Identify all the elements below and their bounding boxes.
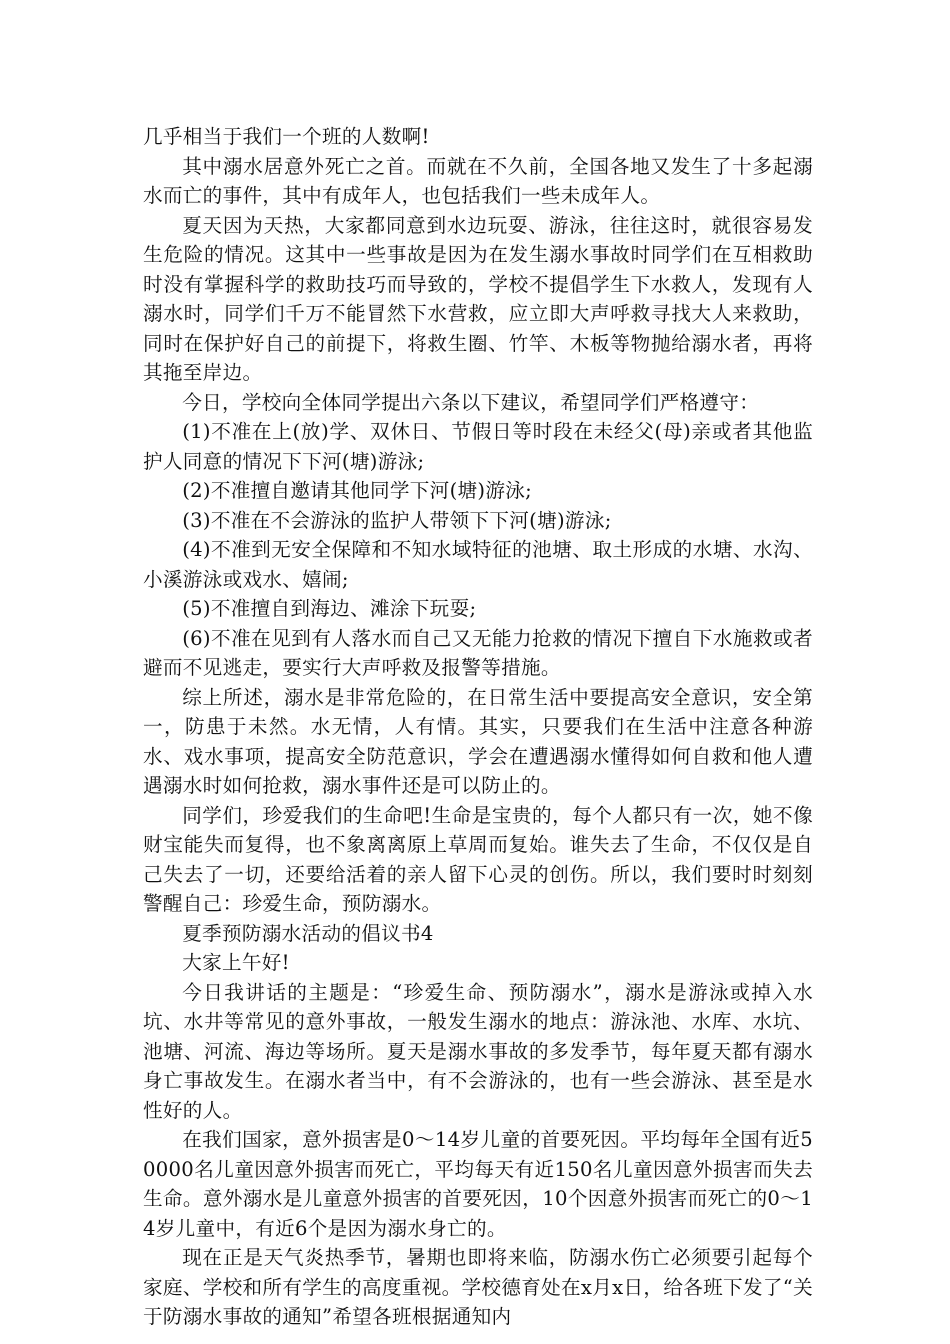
list-item-rule-4: (4)不准到无安全保障和不知水域特征的池塘、取土形成的水塘、水沟、小溪游泳或戏水、嬉闹; — [143, 538, 813, 591]
paragraph: 今日，学校向全体同学提出六条以下建议，希望同学们严格遵守： — [182, 390, 760, 414]
paragraph: 在我们国家，意外损害是0～14岁儿童的首要死因。平均每年全国有近50000名儿童因意外损害而死亡，平均每天有近150名儿童因意外损害而失去生命。意外溺水是儿童意外损害的首要死因，10个因意外损害而死亡的0～14岁儿童中，有近6个是因为溺水身亡的。 — [143, 1128, 813, 1240]
list-item-rule-6: (6)不准在见到有人落水而自己又无能力抢救的情况下擅自下水施救或者避而不见逃走，要实行大声呼救及报警等措施。 — [143, 626, 813, 679]
paragraph: 现在正是天气炎热季节，暑期也即将来临，防溺水伤亡必须要引起每个家庭、学校和所有学生的高度重视。学校德育处在x月x日，给各班下发了“关于防溺水事故的通知”希望各班根据通知内 — [143, 1246, 813, 1328]
document-page — [143, 122, 813, 1332]
paragraph: 今日我讲话的主题是：“珍爱生命、预防溺水”，溺水是游泳或掉入水坑、水井等常见的意外事故，一般发生溺水的地点：游泳池、水库、水坑、池塘、河流、海边等场所。夏天是溺水事故的多发季节，每年夏天都有溺水身亡事故发生。在溺水者当中，有不会游泳的，也有一些会游泳、甚至是水性好的人。 — [143, 980, 813, 1122]
section-heading: 夏季预防溺水活动的倡议书4 — [182, 921, 434, 945]
greeting: 大家上午好! — [182, 951, 290, 974]
paragraph: 夏天因为天热，大家都同意到水边玩耍、游泳，往往这时，就很容易发生危险的情况。这其中一些事故是因为在发生溺水事故时同学们在互相救助时没有掌握科学的救助技巧而导致的，学校不提倡学生下水救人，发现有人溺水时，同学们千万不能冒然下水营救，应立即大声呼救寻找大人来救助，同时在保护好自己的前提下，将救生圈、竹竿、木板等物抛给溺水者，再将其拖至岸边。 — [143, 213, 813, 384]
list-item-rule-2: (2)不准擅自邀请其他同学下河(塘)游泳; — [182, 479, 533, 502]
paragraph: 几乎相当于我们一个班的人数啊! — [143, 125, 430, 148]
paragraph: 综上所述，溺水是非常危险的，在日常生活中要提高安全意识，安全第一，防患于未然。水无情，人有情。其实，只要我们在生活中注意各种游水、戏水事项，提高安全防范意识，学会在遭遇溺水懂得如何自救和他人遭遇溺水时如何抢救，溺水事件还是可以防止的。 — [143, 685, 813, 797]
list-item-rule-3: (3)不准在不会游泳的监护人带领下下河(塘)游泳; — [182, 508, 612, 532]
paragraph: 同学们，珍爱我们的生命吧!生命是宝贵的，每个人都只有一次，她不像财宝能失而复得，也不象离离原上草周而复始。谁失去了生命，不仅仅是自己失去了一切，还要给活着的亲人留下心灵的创伤。所以，我们要时时刻刻警醒自己：珍爱生命，预防溺水。 — [143, 803, 813, 915]
list-item-rule-5: (5)不准擅自到海边、滩涂下玩耍; — [182, 597, 477, 620]
paragraph: 其中溺水居意外死亡之首。而就在不久前，全国各地又发生了十多起溺水而亡的事件，其中有成年人，也包括我们一些未成年人。 — [143, 154, 813, 207]
list-item-rule-1: (1)不准在上(放)学、双休日、节假日等时段在未经父(母)亲或者其他监护人同意的情况下下河(塘)游泳; — [143, 420, 813, 473]
